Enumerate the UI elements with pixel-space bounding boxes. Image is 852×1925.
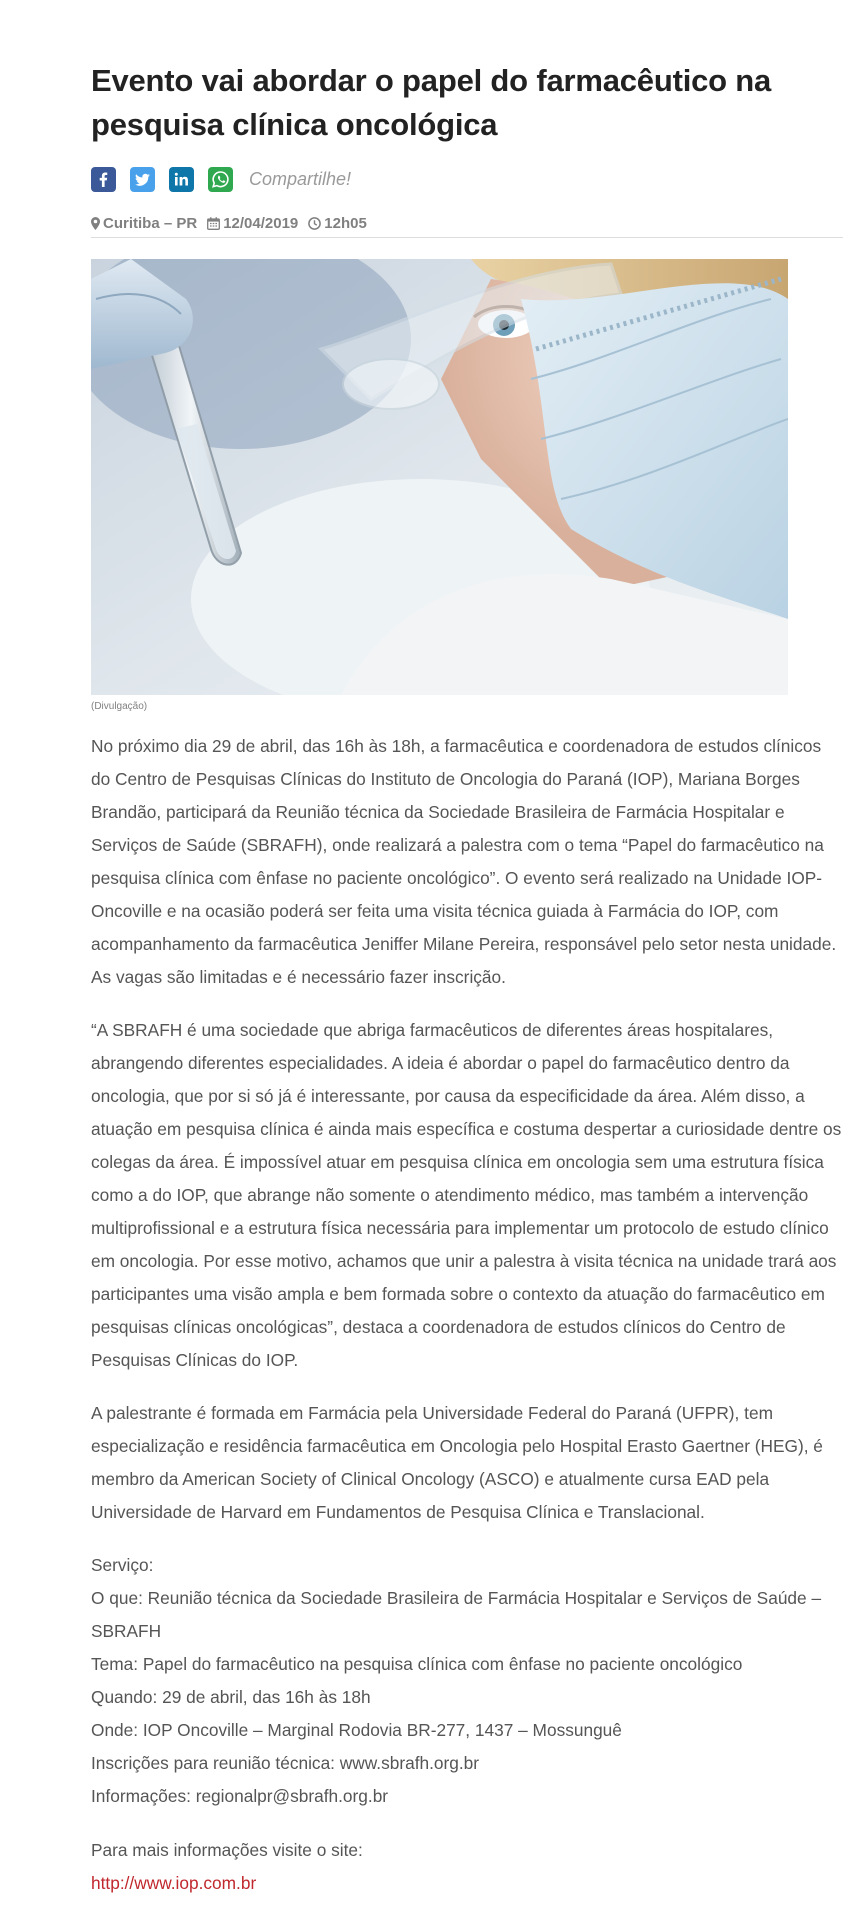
linkedin-icon: [169, 167, 194, 192]
twitter-share-button[interactable]: [130, 167, 155, 192]
calendar-icon: [207, 217, 220, 230]
meta-date: [207, 215, 298, 232]
facebook-icon: [91, 167, 116, 192]
article-title: Evento vai abordar o papel do farmacêutico na pesquisa clínica oncológica: [91, 63, 772, 142]
service-heading: Serviço:: [91, 1555, 154, 1575]
facebook-share-button[interactable]: [91, 167, 116, 192]
paragraph: A palestrante é formada em Farmácia pela Universidade Federal do Paraná (UFPR), tem especialização e residência farmacêutica em Oncologia pelo Hospital Erasto Gaertner (HEG), é membro da American Society of Clinical Oncology (ASCO) e atualmente cursa EAD pela Universidade de Harvard em Fundamentos de Pesquisa Clínica e Translacional.: [91, 1403, 823, 1522]
whatsapp-icon: [208, 167, 233, 192]
service-info: [91, 1549, 843, 1813]
more-info-label: Para mais informações visite o site:: [91, 1840, 363, 1860]
service-registration: Inscrições para reunião técnica: www.sbrafh.org.br: [91, 1753, 480, 1773]
clock-icon: [308, 217, 321, 230]
twitter-icon: [130, 167, 155, 192]
service-where: Onde: IOP Oncoville – Marginal Rodovia BR-277, 1437 – Mossunguê: [91, 1720, 622, 1740]
linkedin-share-button[interactable]: [169, 167, 194, 192]
share-bar: [91, 165, 843, 193]
paragraph: “A SBRAFH é uma sociedade que abriga farmacêuticos de diferentes áreas hospitalares, abrangendo diferentes especialidades. A ideia é abordar o papel do farmacêutico dentro da oncologia, que por si só já é interessante, por causa da especificidade da área. Além disso, a atuação em pesquisa clínica é ainda mais específica e costuma despertar a curiosidade dentre os colegas da área. É impossível atuar em pesquisa clínica em oncologia sem uma estrutura física como a do IOP, que abrange não somente o atendimento médico, mas também a intervenção multiprofissional e a estrutura física necessária para implementar um protocolo de estudo clínico em oncologia. Por esse motivo, achamos que unir a palestra à visita técnica na unidade trará aos participantes uma visão ampla e bem formada sobre o contexto da atuação do farmacêutico em pesquisas clínicas oncológicas”, destaca a coordenadora de estudos clínicos do Centro de Pesquisas Clínicas do IOP.: [91, 1020, 842, 1370]
share-cta: Compartilhe!: [249, 168, 352, 189]
service-when: Quando: 29 de abril, das 16h às 18h: [91, 1687, 371, 1707]
paragraph: No próximo dia 29 de abril, das 16h às 18h, a farmacêutica e coordenadora de estudos clínicos do Centro de Pesquisas Clínicas do Instituto de Oncologia do Paraná (IOP), Mariana Borges Brandão, participará da Reunião técnica da Sociedade Brasileira de Farmácia Hospitalar e Serviços de Saúde (SBRAFH), onde realizará a palestra com o tema “Papel do farmacêutico na pesquisa clínica com ênfase no paciente oncológico”. O evento será realizado na Unidade IOP-Oncoville e na ocasião poderá ser feita uma visita técnica guiada à Farmácia do IOP, com acompanhamento da farmacêutica Jeniffer Milane Pereira, responsável pelo setor nesta unidade. As vagas são limitadas e é necessário fazer inscrição.: [91, 736, 837, 987]
service-what: O que: Reunião técnica da Sociedade Brasileira de Farmácia Hospitalar e Serviços de Saúde – SBRAFH: [91, 1588, 822, 1641]
map-marker-icon: [91, 217, 100, 230]
article-meta: [91, 215, 843, 238]
meta-location-text: Curitiba – PR: [103, 215, 198, 232]
website-link[interactable]: http://www.iop.com.br: [91, 1873, 257, 1893]
service-info-contact: Informações: regionalpr@sbrafh.org.br: [91, 1786, 389, 1806]
whatsapp-share-button[interactable]: [208, 167, 233, 192]
article: [91, 0, 843, 1900]
meta-location: [91, 215, 197, 232]
lab-researcher-photo: [91, 259, 788, 695]
article-body: [91, 730, 843, 1900]
image-caption: (Divulgação): [91, 701, 148, 712]
meta-date-text: 12/04/2019: [223, 215, 299, 232]
meta-time: [308, 215, 367, 232]
service-topic: Tema: Papel do farmacêutico na pesquisa clínica com ênfase no paciente oncológico: [91, 1654, 743, 1674]
meta-time-text: 12h05: [324, 215, 367, 232]
